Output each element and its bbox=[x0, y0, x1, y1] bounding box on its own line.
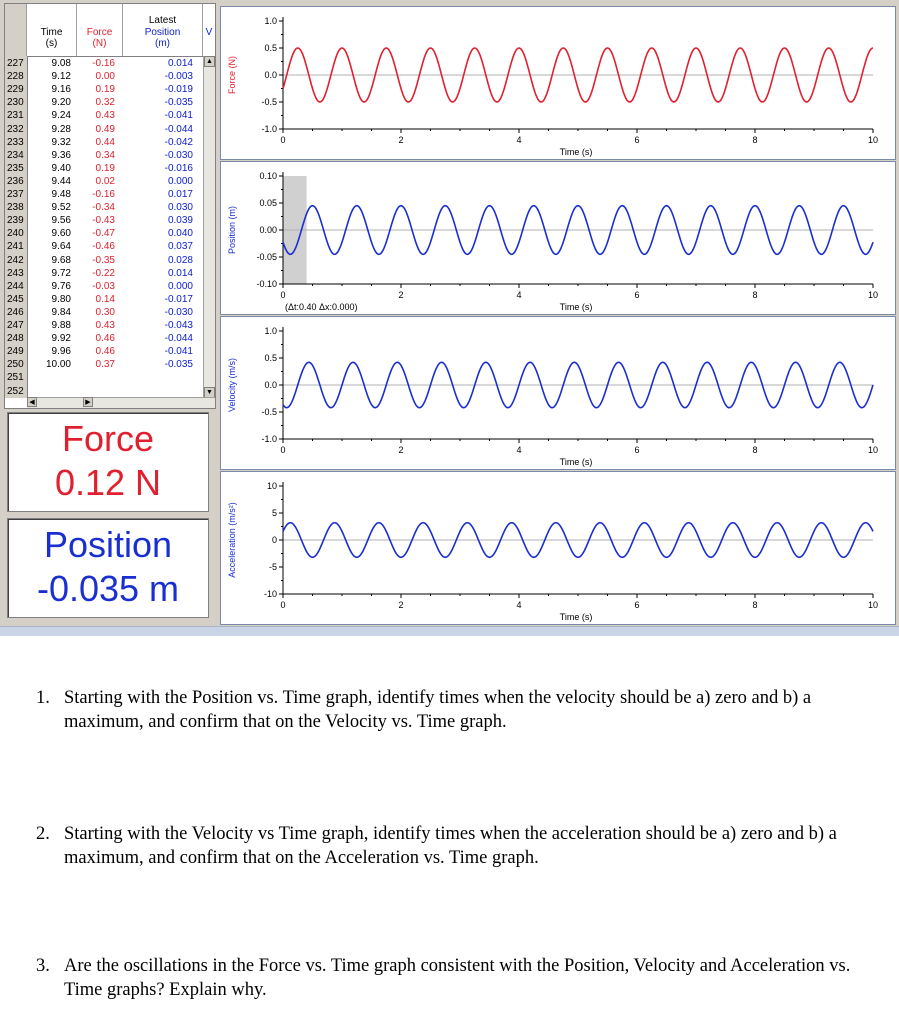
scroll-left-icon[interactable]: ◀ bbox=[27, 397, 37, 407]
x-tick-label: 10 bbox=[867, 600, 879, 610]
x-tick-label: 4 bbox=[516, 290, 522, 300]
row-number: 236 bbox=[7, 175, 24, 187]
table-cell-force[interactable]: -0.03 bbox=[92, 280, 115, 292]
y-axis-label: Acceleration (m/s²) bbox=[227, 502, 237, 578]
x-tick-label: 2 bbox=[398, 290, 404, 300]
row-number: 245 bbox=[7, 293, 24, 305]
y-tick-label: 5 bbox=[271, 508, 277, 518]
table-cell-time[interactable]: 9.84 bbox=[51, 306, 71, 318]
table-cell-force[interactable]: 0.44 bbox=[95, 136, 115, 148]
table-cell-force[interactable]: 0.46 bbox=[95, 346, 115, 358]
row-number: 249 bbox=[7, 346, 24, 358]
y-tick-label: -1.0 bbox=[261, 434, 277, 444]
y-tick-label: -0.5 bbox=[261, 97, 277, 107]
table-cell-position[interactable]: -0.044 bbox=[164, 123, 193, 135]
x-tick-label: 2 bbox=[398, 135, 404, 145]
table-cell-time[interactable]: 9.80 bbox=[51, 293, 71, 305]
column-header-time[interactable] bbox=[27, 4, 77, 56]
y-axis-label: Position (m) bbox=[227, 205, 237, 255]
x-tick-label: 2 bbox=[398, 445, 404, 455]
table-cell-time[interactable]: 9.44 bbox=[51, 175, 71, 187]
x-tick-label: 6 bbox=[634, 600, 640, 610]
scroll-right-icon[interactable]: ▶ bbox=[83, 397, 93, 407]
table-cell-position[interactable]: 0.000 bbox=[167, 175, 193, 187]
y-tick-label: 0.5 bbox=[264, 353, 277, 363]
table-cell-position[interactable]: -0.043 bbox=[164, 320, 193, 331]
row-number: 228 bbox=[7, 71, 24, 83]
x-tick-label: 6 bbox=[634, 290, 640, 300]
table-cell-time[interactable]: 9.56 bbox=[51, 215, 71, 227]
table-cell-force[interactable]: 0.37 bbox=[95, 359, 115, 371]
row-number: 227 bbox=[7, 58, 24, 69]
y-tick-label: -0.05 bbox=[256, 252, 277, 262]
y-tick-label: 0.0 bbox=[264, 380, 277, 390]
x-tick-label: 2 bbox=[398, 600, 404, 610]
question-3-number: 3. bbox=[36, 956, 50, 976]
row-number: 251 bbox=[7, 372, 24, 384]
position-meter-label: Position bbox=[43, 524, 173, 565]
question-1-number: 1. bbox=[36, 688, 50, 708]
force-graph-plot[interactable] bbox=[221, 7, 895, 159]
table-cell-force[interactable]: 0.34 bbox=[95, 149, 115, 161]
x-tick-label: 4 bbox=[516, 445, 522, 455]
row-number: 231 bbox=[7, 110, 24, 122]
column-header-time-name: Time bbox=[40, 27, 63, 38]
row-number: 234 bbox=[7, 149, 24, 161]
table-cell-position[interactable]: 0.040 bbox=[167, 228, 193, 240]
acceleration-graph[interactable] bbox=[220, 471, 896, 625]
table-cell-force[interactable]: -0.34 bbox=[92, 202, 115, 214]
x-tick-label: 8 bbox=[752, 445, 758, 455]
column-header-force-unit: (N) bbox=[92, 38, 107, 49]
column-header-position-name: Position bbox=[144, 27, 181, 38]
row-number: 244 bbox=[7, 280, 24, 292]
force-graph[interactable] bbox=[220, 6, 896, 160]
force-meter-label: Force bbox=[61, 418, 155, 459]
row-number: 246 bbox=[7, 306, 24, 318]
x-axis-label: Time (s) bbox=[559, 147, 593, 157]
column-header-latest: Latest bbox=[148, 15, 177, 26]
column-header-velocity[interactable] bbox=[203, 4, 215, 56]
table-cell-force[interactable]: -0.22 bbox=[92, 267, 115, 279]
x-tick-label: 6 bbox=[634, 445, 640, 455]
row-number: 239 bbox=[7, 215, 24, 227]
row-number: 237 bbox=[7, 189, 24, 200]
scroll-down-icon[interactable]: ▼ bbox=[204, 387, 215, 398]
table-cell-position[interactable]: -0.016 bbox=[164, 162, 193, 174]
table-cell-position[interactable]: -0.030 bbox=[164, 306, 193, 318]
row-number: 250 bbox=[7, 359, 24, 371]
scroll-up-icon[interactable]: ▲ bbox=[204, 56, 215, 67]
x-tick-label: 4 bbox=[516, 135, 522, 145]
table-cell-force[interactable]: 0.49 bbox=[95, 123, 115, 135]
table-cell-position[interactable]: -0.003 bbox=[164, 71, 193, 83]
table-cell-force[interactable]: 0.43 bbox=[95, 110, 115, 122]
y-tick-label: -1.0 bbox=[261, 124, 277, 134]
table-cell-position[interactable]: -0.030 bbox=[164, 149, 193, 161]
row-number-header bbox=[5, 4, 27, 56]
y-tick-label: 0.0 bbox=[264, 70, 277, 80]
table-cell-time[interactable]: 9.36 bbox=[51, 149, 71, 161]
table-cell-time[interactable]: 9.48 bbox=[51, 189, 71, 200]
row-number: 252 bbox=[7, 385, 24, 397]
table-cell-position[interactable]: 0.028 bbox=[167, 254, 193, 266]
row-number: 241 bbox=[7, 241, 24, 253]
table-cell-time[interactable]: 10.00 bbox=[45, 359, 71, 371]
x-tick-label: 10 bbox=[867, 290, 879, 300]
row-number: 229 bbox=[7, 84, 24, 96]
table-cell-force[interactable]: 0.14 bbox=[95, 293, 115, 305]
data-table[interactable] bbox=[4, 3, 216, 409]
x-tick-label: 8 bbox=[752, 135, 758, 145]
table-cell-force[interactable]: -0.47 bbox=[92, 228, 115, 240]
table-cell-time[interactable]: 9.96 bbox=[51, 346, 71, 358]
x-tick-label: 0 bbox=[280, 600, 286, 610]
table-cell-force[interactable]: 0.19 bbox=[95, 84, 115, 96]
table-cell-time[interactable]: 9.12 bbox=[51, 71, 71, 83]
y-axis-label: Force (N) bbox=[227, 56, 237, 94]
table-cell-time[interactable]: 9.92 bbox=[51, 333, 71, 345]
table-cell-time[interactable]: 9.68 bbox=[51, 254, 71, 266]
table-cell-force[interactable]: 0.32 bbox=[95, 97, 115, 109]
row-number: 240 bbox=[7, 228, 24, 240]
table-cell-position[interactable]: -0.042 bbox=[164, 136, 193, 148]
row-number: 230 bbox=[7, 97, 24, 109]
y-tick-label: 0 bbox=[271, 535, 277, 545]
y-tick-label: 0.00 bbox=[259, 225, 277, 235]
table-cell-force[interactable]: 0.46 bbox=[95, 333, 115, 345]
position-meter[interactable] bbox=[7, 518, 209, 618]
x-axis-label: Time (s) bbox=[559, 457, 593, 467]
position-meter-value: -0.035 m bbox=[36, 568, 180, 609]
table-cell-position[interactable]: 0.030 bbox=[167, 202, 193, 214]
force-meter-value: 0.12 N bbox=[54, 462, 162, 503]
question-2-text: Starting with the Velocity vs Time graph, identify times when the acceleration should be a) zero and b) a maximum, and confirm that on the Acceleration vs. Time graph. bbox=[64, 824, 837, 868]
table-cell-position[interactable]: 0.039 bbox=[167, 215, 193, 227]
y-tick-label: -0.10 bbox=[256, 279, 277, 289]
table-cell-force[interactable]: 0.30 bbox=[95, 306, 115, 318]
table-cell-force[interactable]: 0.19 bbox=[95, 162, 115, 174]
y-tick-label: 0.05 bbox=[259, 198, 277, 208]
row-number: 235 bbox=[7, 162, 24, 174]
y-tick-label: -0.5 bbox=[261, 407, 277, 417]
column-header-position-unit: (m) bbox=[155, 38, 170, 49]
column-header-velocity-name: V bbox=[205, 27, 213, 38]
taskbar bbox=[0, 626, 899, 636]
table-cell-position[interactable]: -0.017 bbox=[164, 293, 193, 305]
force-meter[interactable] bbox=[7, 412, 209, 512]
table-cell-force[interactable]: -0.16 bbox=[92, 189, 115, 200]
row-number: 247 bbox=[7, 320, 24, 331]
x-tick-label: 4 bbox=[516, 600, 522, 610]
question-1-text: Starting with the Position vs. Time graph, identify times when the velocity should be a) zero and b) a maximum, and confirm that on the Velocity vs. Time graph. bbox=[64, 688, 812, 732]
column-header-time-unit: (s) bbox=[45, 38, 58, 49]
selection-annotation: (Δt:0.40 Δx:0.000) bbox=[285, 302, 358, 312]
x-axis-label: Time (s) bbox=[559, 302, 593, 312]
table-cell-position[interactable]: -0.035 bbox=[164, 97, 193, 109]
table-cell-position[interactable]: -0.041 bbox=[164, 110, 193, 122]
table-cell-position[interactable]: -0.044 bbox=[164, 333, 193, 345]
x-tick-label: 8 bbox=[752, 600, 758, 610]
table-cell-position[interactable]: -0.041 bbox=[164, 346, 193, 358]
y-tick-label: 0.5 bbox=[264, 43, 277, 53]
column-header-force-name: Force bbox=[86, 27, 113, 38]
row-number: 232 bbox=[7, 123, 24, 135]
row-number: 238 bbox=[7, 202, 24, 214]
table-cell-force[interactable]: -0.35 bbox=[92, 254, 115, 266]
table-cell-time[interactable]: 9.40 bbox=[51, 162, 71, 174]
table-cell-time[interactable]: 9.64 bbox=[51, 241, 71, 253]
x-tick-label: 10 bbox=[867, 135, 879, 145]
column-header-position[interactable] bbox=[123, 4, 203, 56]
x-tick-label: 0 bbox=[280, 445, 286, 455]
table-cell-position[interactable]: 0.014 bbox=[167, 58, 193, 69]
y-tick-label: 1.0 bbox=[264, 326, 277, 336]
horizontal-scrollbar[interactable] bbox=[27, 397, 215, 408]
table-cell-time[interactable]: 9.16 bbox=[51, 84, 71, 96]
table-cell-position[interactable]: 0.014 bbox=[167, 267, 193, 279]
y-tick-label: -10 bbox=[263, 589, 277, 599]
table-cell-force[interactable]: -0.46 bbox=[92, 241, 115, 253]
row-numbers bbox=[5, 56, 28, 398]
position-graph-plot[interactable] bbox=[221, 162, 895, 314]
x-tick-label: 0 bbox=[280, 135, 286, 145]
table-cell-time[interactable]: 9.24 bbox=[51, 110, 71, 122]
table-cell-time[interactable]: 9.32 bbox=[51, 136, 71, 148]
acceleration-graph-plot[interactable] bbox=[221, 472, 895, 624]
y-tick-label: -5 bbox=[268, 562, 277, 572]
x-tick-label: 0 bbox=[280, 290, 286, 300]
y-tick-label: 10 bbox=[266, 481, 277, 491]
table-cell-time[interactable]: 9.28 bbox=[51, 123, 71, 135]
table-cell-time[interactable]: 9.52 bbox=[51, 202, 71, 214]
table-cell-time[interactable]: 9.08 bbox=[51, 58, 71, 69]
table-cell-position[interactable]: -0.035 bbox=[164, 359, 193, 371]
y-tick-label: 1.0 bbox=[264, 16, 277, 26]
x-tick-label: 6 bbox=[634, 135, 640, 145]
table-cell-position[interactable]: -0.019 bbox=[164, 84, 193, 96]
row-number: 243 bbox=[7, 267, 24, 279]
table-cell-time[interactable]: 9.60 bbox=[51, 228, 71, 240]
table-cell-time[interactable]: 9.76 bbox=[51, 280, 71, 292]
table-cell-time[interactable]: 9.88 bbox=[51, 320, 71, 331]
x-tick-label: 10 bbox=[867, 445, 879, 455]
table-cell-position[interactable]: 0.017 bbox=[167, 189, 193, 200]
table-cell-force[interactable]: -0.43 bbox=[92, 215, 115, 227]
x-axis-label: Time (s) bbox=[559, 612, 593, 622]
table-cell-force[interactable]: 0.02 bbox=[95, 175, 115, 187]
question-3-text: Are the oscillations in the Force vs. Time graph consistent with the Position, Velocity and Acceleration vs. Time graphs? Explain why. bbox=[64, 956, 851, 1000]
table-cell-position[interactable]: 0.037 bbox=[167, 241, 193, 253]
table-cell-time[interactable]: 9.72 bbox=[51, 267, 71, 279]
y-tick-label: 0.10 bbox=[259, 171, 277, 181]
column-header-force[interactable] bbox=[77, 4, 123, 56]
question-2-number: 2. bbox=[36, 824, 50, 844]
vertical-scrollbar[interactable] bbox=[203, 56, 215, 398]
table-cell-force[interactable]: -0.16 bbox=[92, 58, 115, 69]
velocity-graph-plot[interactable] bbox=[221, 317, 895, 469]
velocity-graph[interactable] bbox=[220, 316, 896, 470]
table-cell-force[interactable]: 0.43 bbox=[95, 320, 115, 331]
position-graph[interactable] bbox=[220, 161, 896, 315]
table-cell-position[interactable]: 0.000 bbox=[167, 280, 193, 292]
table-cell-force[interactable]: 0.00 bbox=[95, 71, 115, 83]
table-cell-time[interactable]: 9.20 bbox=[51, 97, 71, 109]
table-header bbox=[5, 4, 215, 57]
row-number: 242 bbox=[7, 254, 24, 266]
row-number: 233 bbox=[7, 136, 24, 148]
y-axis-label: Velocity (m/s) bbox=[227, 357, 237, 413]
row-number: 248 bbox=[7, 333, 24, 345]
x-tick-label: 8 bbox=[752, 290, 758, 300]
